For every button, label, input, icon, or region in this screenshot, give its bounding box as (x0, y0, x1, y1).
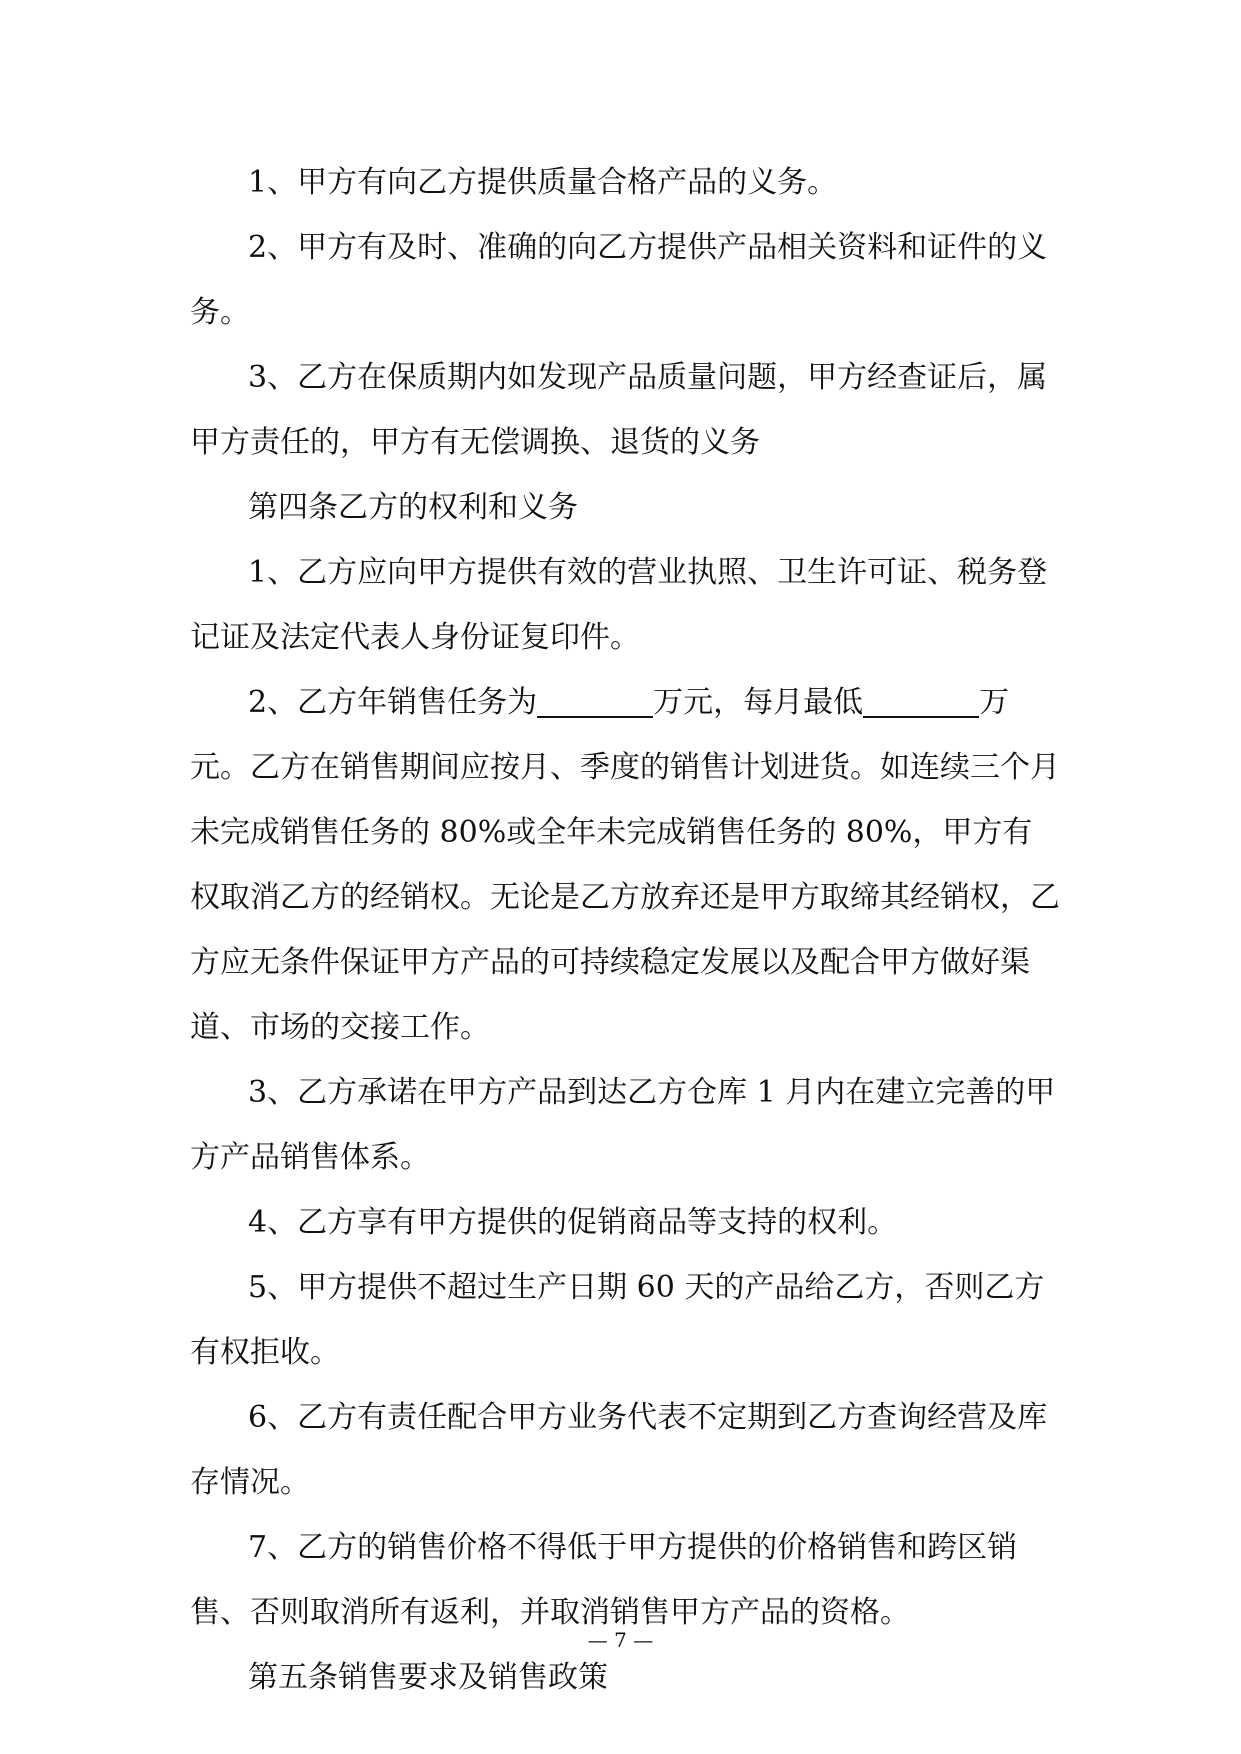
fill-in-blank (863, 682, 979, 718)
paragraph: 3、乙方在保质期内如发现产品质量问题，甲方经查证后，属甲方责任的，甲方有无偿调换、退货的义务 (190, 360, 1048, 460)
document-body (190, 150, 1060, 1710)
text-segment: 万元，每月最低 (653, 685, 864, 720)
paragraph: 1、乙方应向甲方提供有效的营业执照、卫生许可证、税务登记证及法定代表人身份证复印件。 (190, 555, 1048, 655)
text-segment: 万元。乙方在销售期间应按月、季度的销售计划进货。如连续三个月未完成销售任务的 80%或全年未完成销售任务的 80%，甲方有权取消乙方的经销权。无论是乙方放弃还是甲方取缔其经销权，乙方应无条件保证甲方产品的可持续稳定发展以及配合甲方做好渠道、市场的交接工作。 (190, 685, 1060, 1045)
paragraph: 7、乙方的销售价格不得低于甲方提供的价格销售和跨区销售、否则取消所有返利，并取消销售甲方产品的资格。 (190, 1530, 1018, 1630)
text-segment: 2、乙方年销售任务为 (248, 685, 538, 720)
paragraph: 5、甲方提供不超过生产日期 60 天的产品给乙方，否则乙方有权拒收。 (190, 1270, 1045, 1370)
section-heading: 第四条乙方的权利和义务 (248, 490, 578, 525)
paragraph-sales-target (190, 670, 1060, 1060)
paragraph: 4、乙方享有甲方提供的促销商品等支持的权利。 (248, 1205, 898, 1240)
paragraph: 3、乙方承诺在甲方产品到达乙方仓库 1 月内在建立完善的甲方产品销售体系。 (190, 1075, 1056, 1175)
fill-in-blank (537, 682, 653, 718)
paragraph: 1、甲方有向乙方提供质量合格产品的义务。 (248, 165, 838, 200)
section-heading: 第五条销售要求及销售政策 (248, 1660, 608, 1695)
paragraph: 6、乙方有责任配合甲方业务代表不定期到乙方查询经营及库存情况。 (190, 1400, 1048, 1500)
paragraph: 2、甲方有及时、准确的向乙方提供产品相关资料和证件的义务。 (190, 230, 1048, 330)
page-number: — 7 — (587, 1628, 654, 1652)
